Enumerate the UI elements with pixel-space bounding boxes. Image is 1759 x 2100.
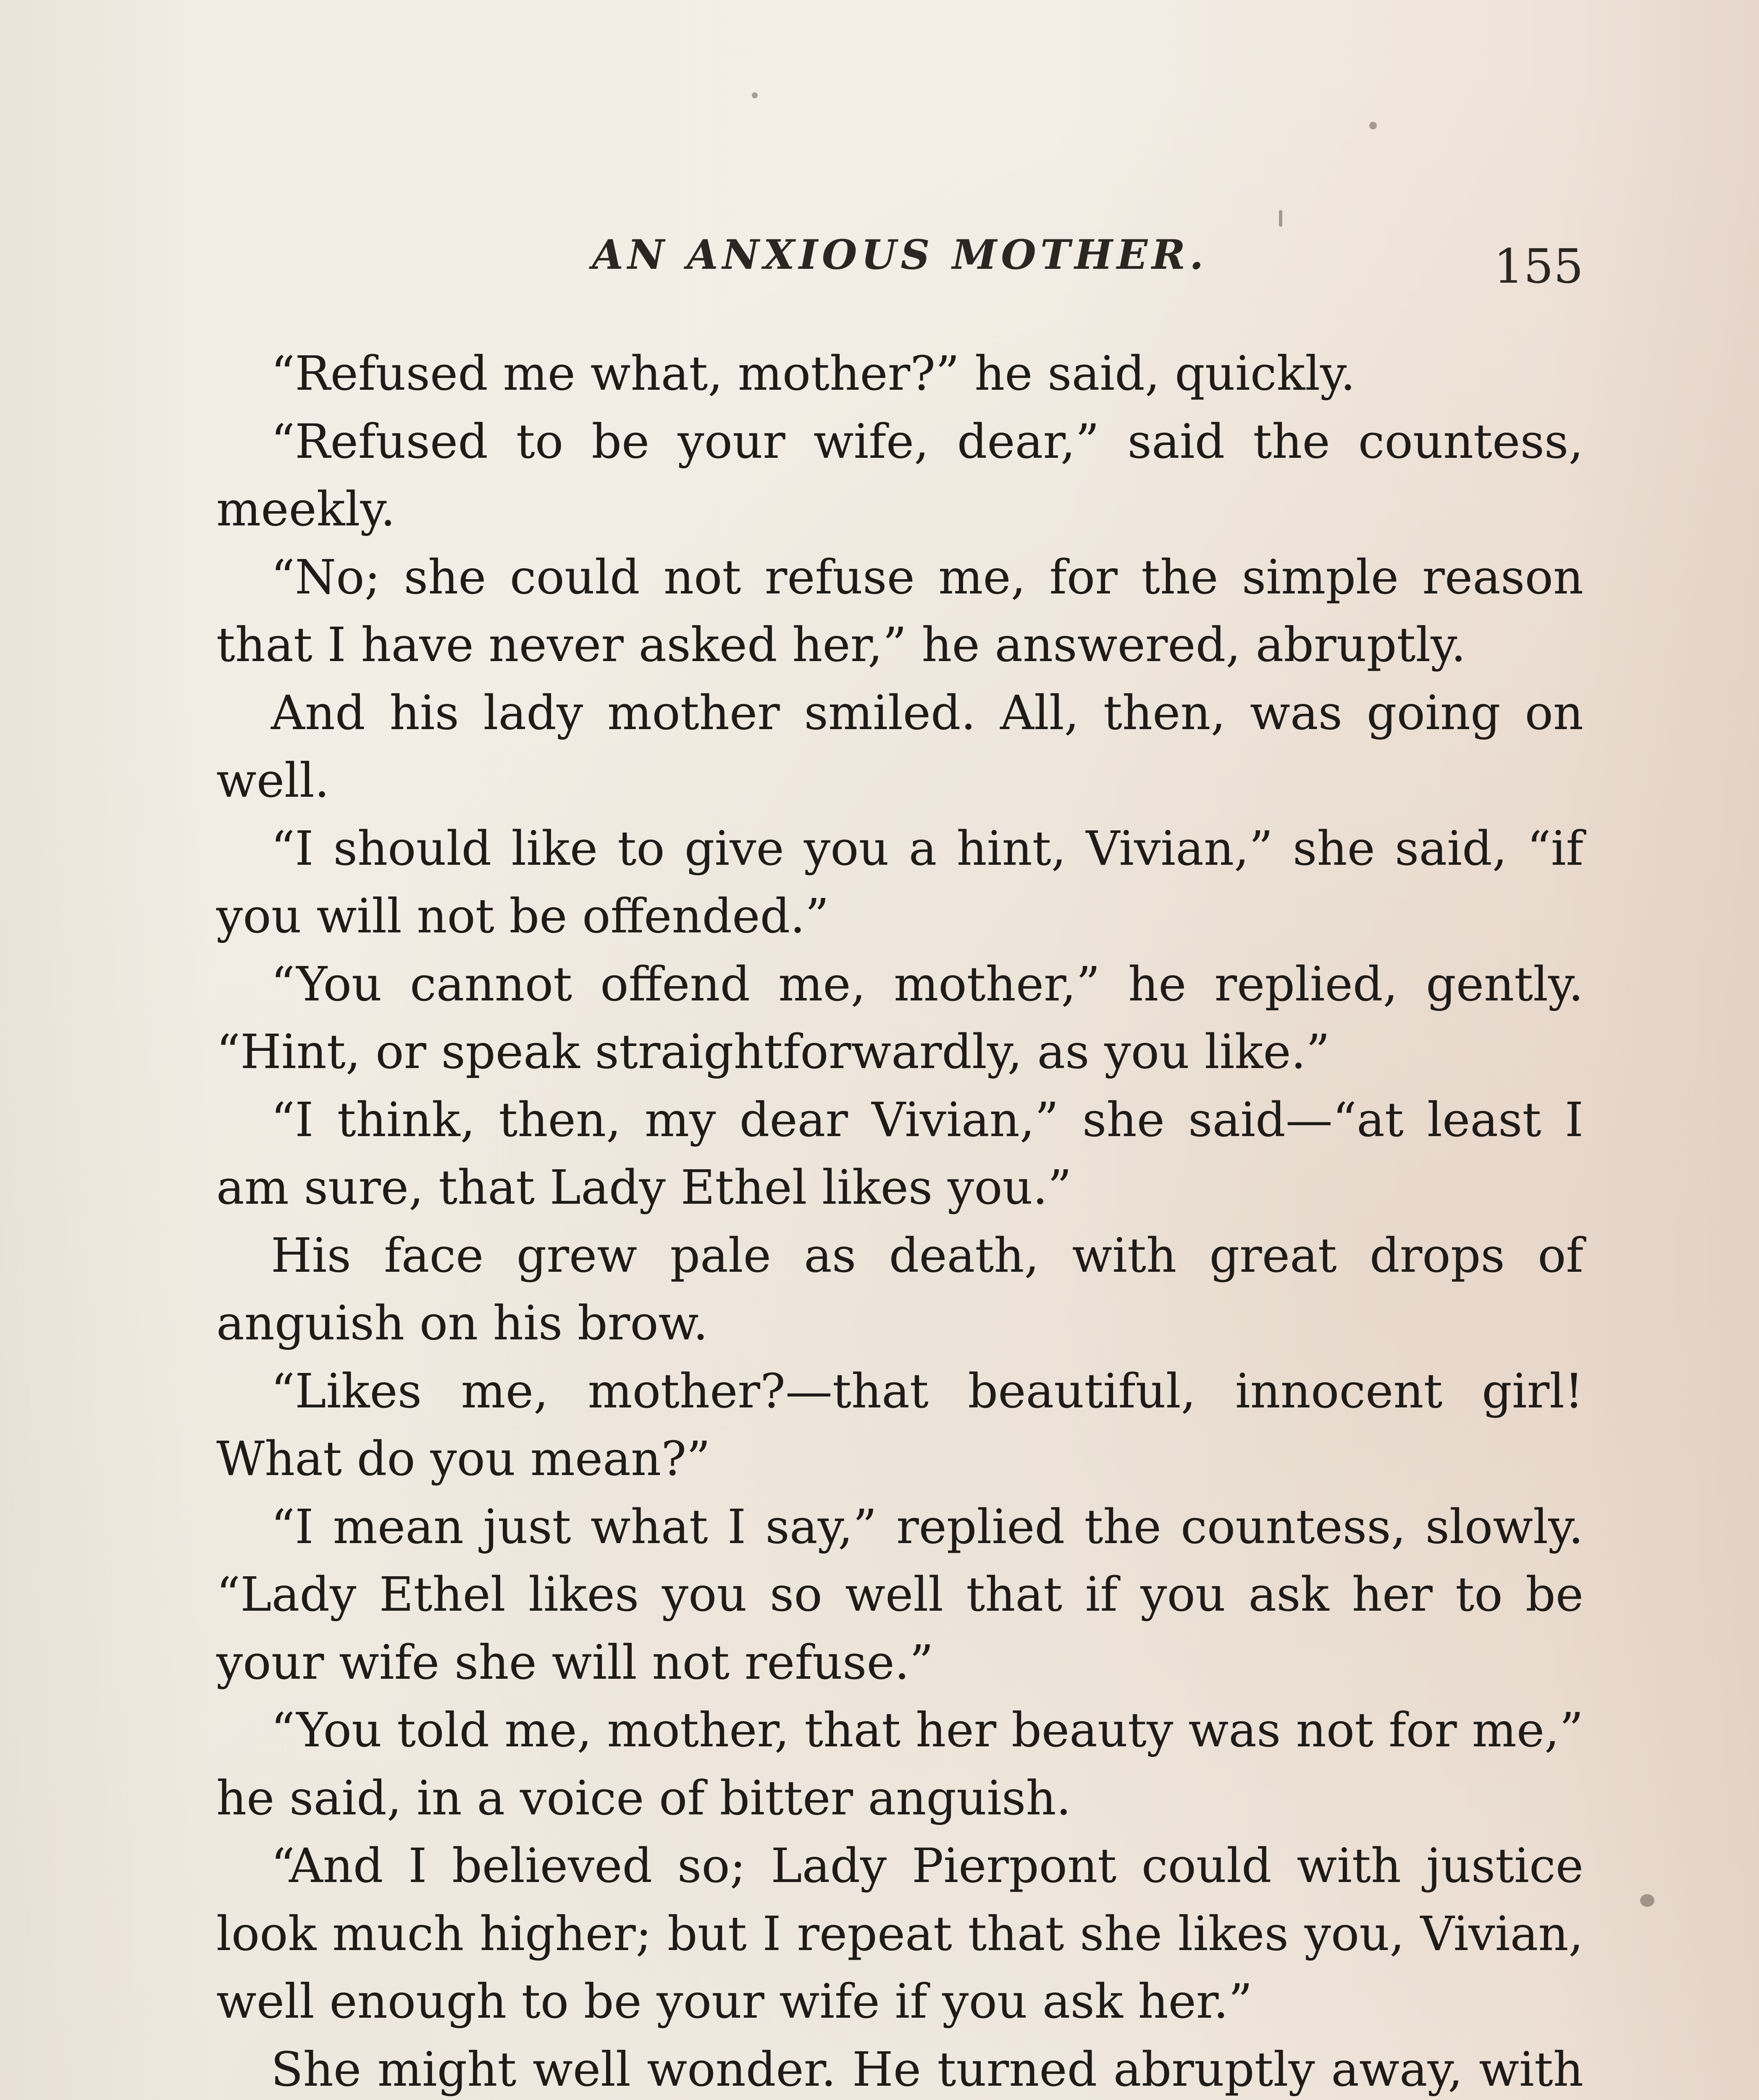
page-header bbox=[216, 223, 1583, 298]
paper-speck bbox=[752, 92, 758, 98]
paragraph: “And I believed so; Lady Pierpont could with justice look much higher; but I repeat that she likes you, Vivian, well enough to be your wife if you ask her.” bbox=[216, 1839, 1583, 2029]
running-title: AN ANXIOUS MOTHER. bbox=[592, 231, 1208, 278]
paragraph: “I should like to give you a hint, Vivian,” she said, “if you will not be offended.” bbox=[216, 821, 1583, 944]
paragraph: His face grew pale as death, with great drops of anguish on his brow. bbox=[216, 1228, 1583, 1351]
paper-speck bbox=[1369, 122, 1377, 129]
paragraph: “I think, then, my dear Vivian,” she said—“at least I am sure, that Lady Ethel likes you.” bbox=[216, 1092, 1583, 1215]
paragraph: “You cannot offend me, mother,” he replied, gently. “Hint, or speak straightforwardly, as you like.” bbox=[216, 957, 1583, 1079]
paragraph: “I mean just what I say,” replied the countess, slowly. “Lady Ethel likes you so well that if you ask her to be your wife she will not refuse.” bbox=[216, 1499, 1583, 1690]
paper-speck bbox=[1640, 1894, 1654, 1907]
paragraph: “No; she could not refuse me, for the simple reason that I have never asked her,” he answered, abruptly. bbox=[216, 550, 1583, 672]
paragraph: And his lady mother smiled. All, then, was going on well. bbox=[216, 685, 1583, 808]
paragraph: “You told me, mother, that her beauty was not for me,” he said, in a voice of bitter anguish. bbox=[216, 1703, 1583, 1826]
body-text bbox=[216, 340, 1583, 2100]
paragraph: “Refused me what, mother?” he said, quickly. bbox=[271, 346, 1356, 401]
page-number: 155 bbox=[1494, 239, 1583, 294]
paragraph: She might well wonder. He turned abruptly away, with bbox=[271, 2042, 1583, 2097]
paragraph: “Refused to be your wife, dear,” said the countess, meekly. bbox=[216, 414, 1583, 537]
paragraph: “Likes me, mother?—that beautiful, innocent girl! What do you mean?” bbox=[216, 1364, 1583, 1486]
